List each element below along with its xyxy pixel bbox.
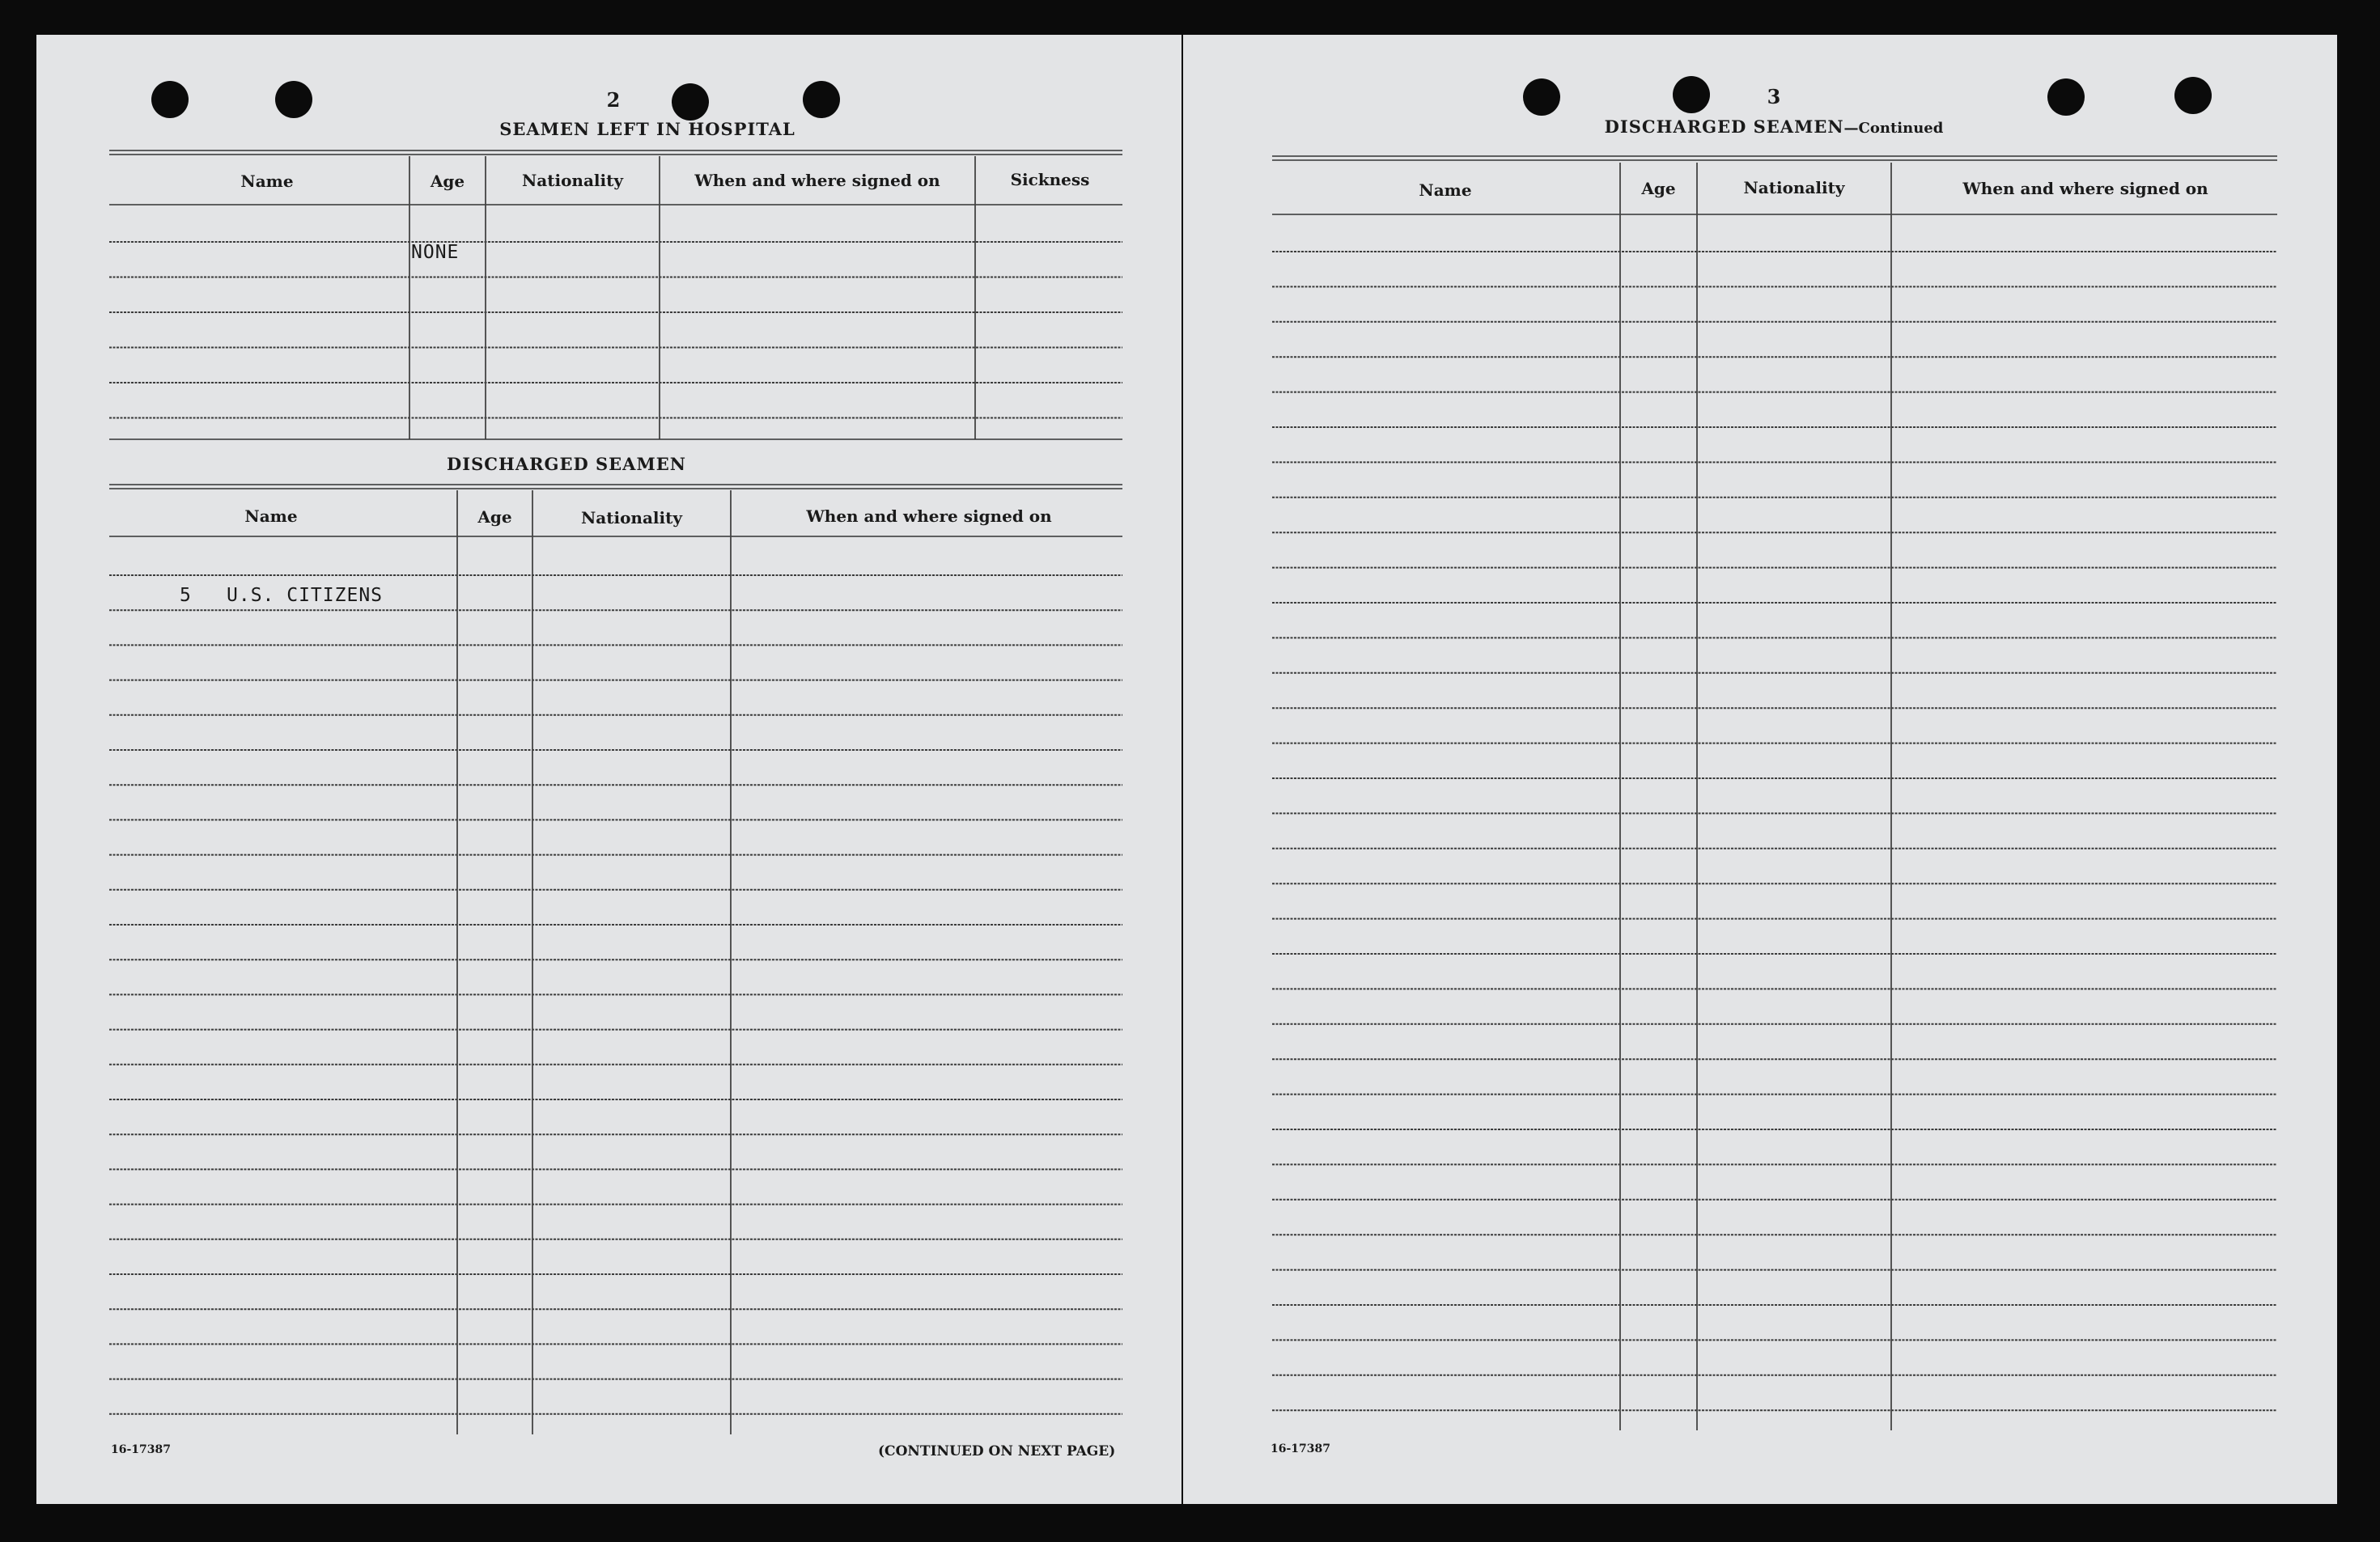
- disc-header-nationality: Nationality: [581, 508, 682, 527]
- hospital-entry: NONE: [411, 242, 460, 263]
- discharged-entry-text: U.S. CITIZENS: [227, 585, 384, 606]
- left-form-page: [36, 35, 1182, 1504]
- hosp-header-age: Age: [430, 172, 465, 191]
- discharged-entry-count: 5: [180, 585, 192, 606]
- left-form-grid: [36, 35, 1182, 1504]
- page-number: 2: [606, 88, 621, 112]
- header-age: Age: [1641, 179, 1676, 198]
- discharged-section-title: DISCHARGED SEAMEN: [447, 454, 686, 474]
- hosp-header-name: Name: [240, 172, 294, 191]
- disc-header-name: Name: [244, 506, 298, 526]
- hospital-section-title: SEAMEN LEFT IN HOSPITAL: [499, 119, 795, 139]
- hosp-header-nationality: Nationality: [522, 171, 623, 190]
- page-title-suffix: —Continued: [1843, 120, 1944, 137]
- form-number: 16-17387: [111, 1443, 171, 1456]
- continued-note: (CONTINUED ON NEXT PAGE): [878, 1443, 1116, 1459]
- disc-header-signed-on: When and where signed on: [806, 506, 1052, 526]
- header-signed-on: When and where signed on: [1962, 179, 2208, 198]
- disc-header-age: Age: [477, 507, 512, 527]
- header-name: Name: [1419, 180, 1472, 200]
- page-title-main: DISCHARGED SEAMEN: [1604, 116, 1844, 137]
- right-form-grid: [1183, 35, 2337, 1504]
- header-nationality: Nationality: [1743, 178, 1845, 197]
- right-form-page: [1183, 35, 2337, 1504]
- hosp-header-sickness: Sickness: [1010, 170, 1090, 189]
- page-number: 3: [1767, 85, 1781, 108]
- hosp-header-signed-on: When and where signed on: [694, 171, 940, 190]
- form-number: 16-17387: [1271, 1442, 1330, 1455]
